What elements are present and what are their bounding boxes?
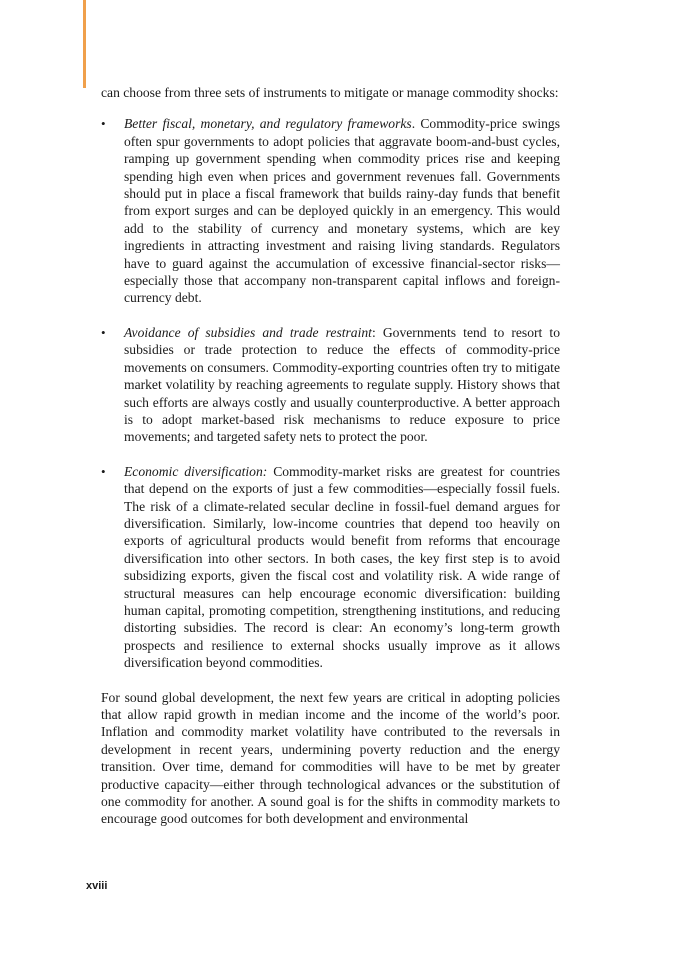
- page-body: [101, 84, 560, 828]
- item-text: Commodity-market risks are greatest for countries that depend on the exports of just a few commodities—especially fossil fuels. The risk of a climate-related secular decline in fossil-fuel demand argues for diversification. Similarly, low-income countries that depend too heavily on exports of agricultural products would benefit from reforms that encourage diversification into other sectors. In both cases, the key first step is to avoid subsidizing exports, given the fiscal cost and volatility risk. A wide range of structural measures can help encourage economic diversification: building human capital, promoting competition, strengthening institutions, and reducing distorting subsidies. The record is clear: An economy’s long-term growth prospects and resilience to external shocks usually improve as it allows diversification beyond commodities.: [124, 463, 561, 671]
- page-number: xviii: [86, 880, 108, 892]
- item-separator: :: [371, 324, 383, 340]
- closing-paragraph: For sound global development, the next few years are critical in adopting policies that allow rapid growth in median income and the income of the world’s poor. Inflation and commodity market volatility have contributed to the reversals in development in recent years, undermining poverty reduction and the energy transition. Over time, demand for commodities will have to be met by greater productive capacity—either through technological advances or the substitution of one commodity for another. A sound goal is for the shifts in commodity markets to encourage good outcomes for both development and environmental: [101, 689, 560, 827]
- item-text: Commodity-price swings often spur governments to adopt policies that aggravate boom-and-bust cycles, ramping up government spending when commodity prices rise and keeping spending high even when prices and government revenues fall. Governments should put in place a fiscal framework that builds rainy-day funds that benefit from export surges and can be deployed quickly in an emergency. This would add to the stability of currency and monetary systems, which are key ingredients in attracting investment and raising living standards. Regulators have to guard against the accumulation of excessive financial-sector risks—especially those that accompany non-transparent capital inflows and foreign-currency debt.: [124, 116, 560, 306]
- instrument-list: [101, 115, 560, 671]
- bullet-icon: •: [101, 324, 106, 340]
- item-lead: Better fiscal, monetary, and regulatory frameworks: [124, 116, 412, 132]
- accent-bar: [83, 0, 86, 88]
- bullet-icon: •: [101, 116, 106, 132]
- list-item: [101, 115, 560, 306]
- list-item: [101, 463, 560, 672]
- item-lead: Economic diversification:: [124, 463, 268, 479]
- item-text: Governments tend to resort to subsidies or trade protection to reduce the effects of commodity-price movements on consumers. Commodity-exporting countries often try to mitigate market volatility by reaching agreements to regulate supply. History shows that such efforts are always costly and usually counterproductive. A better approach is to adopt market-based risk mechanisms to reduce exposure to price movements; and targeted safety nets to protect the poor.: [124, 324, 560, 445]
- intro-paragraph: can choose from three sets of instruments to mitigate or manage commodity shocks:: [101, 85, 559, 100]
- item-separator: .: [411, 116, 421, 132]
- item-lead: Avoidance of subsidies and trade restraint: [124, 324, 372, 340]
- bullet-icon: •: [101, 463, 106, 479]
- list-item: [101, 324, 560, 446]
